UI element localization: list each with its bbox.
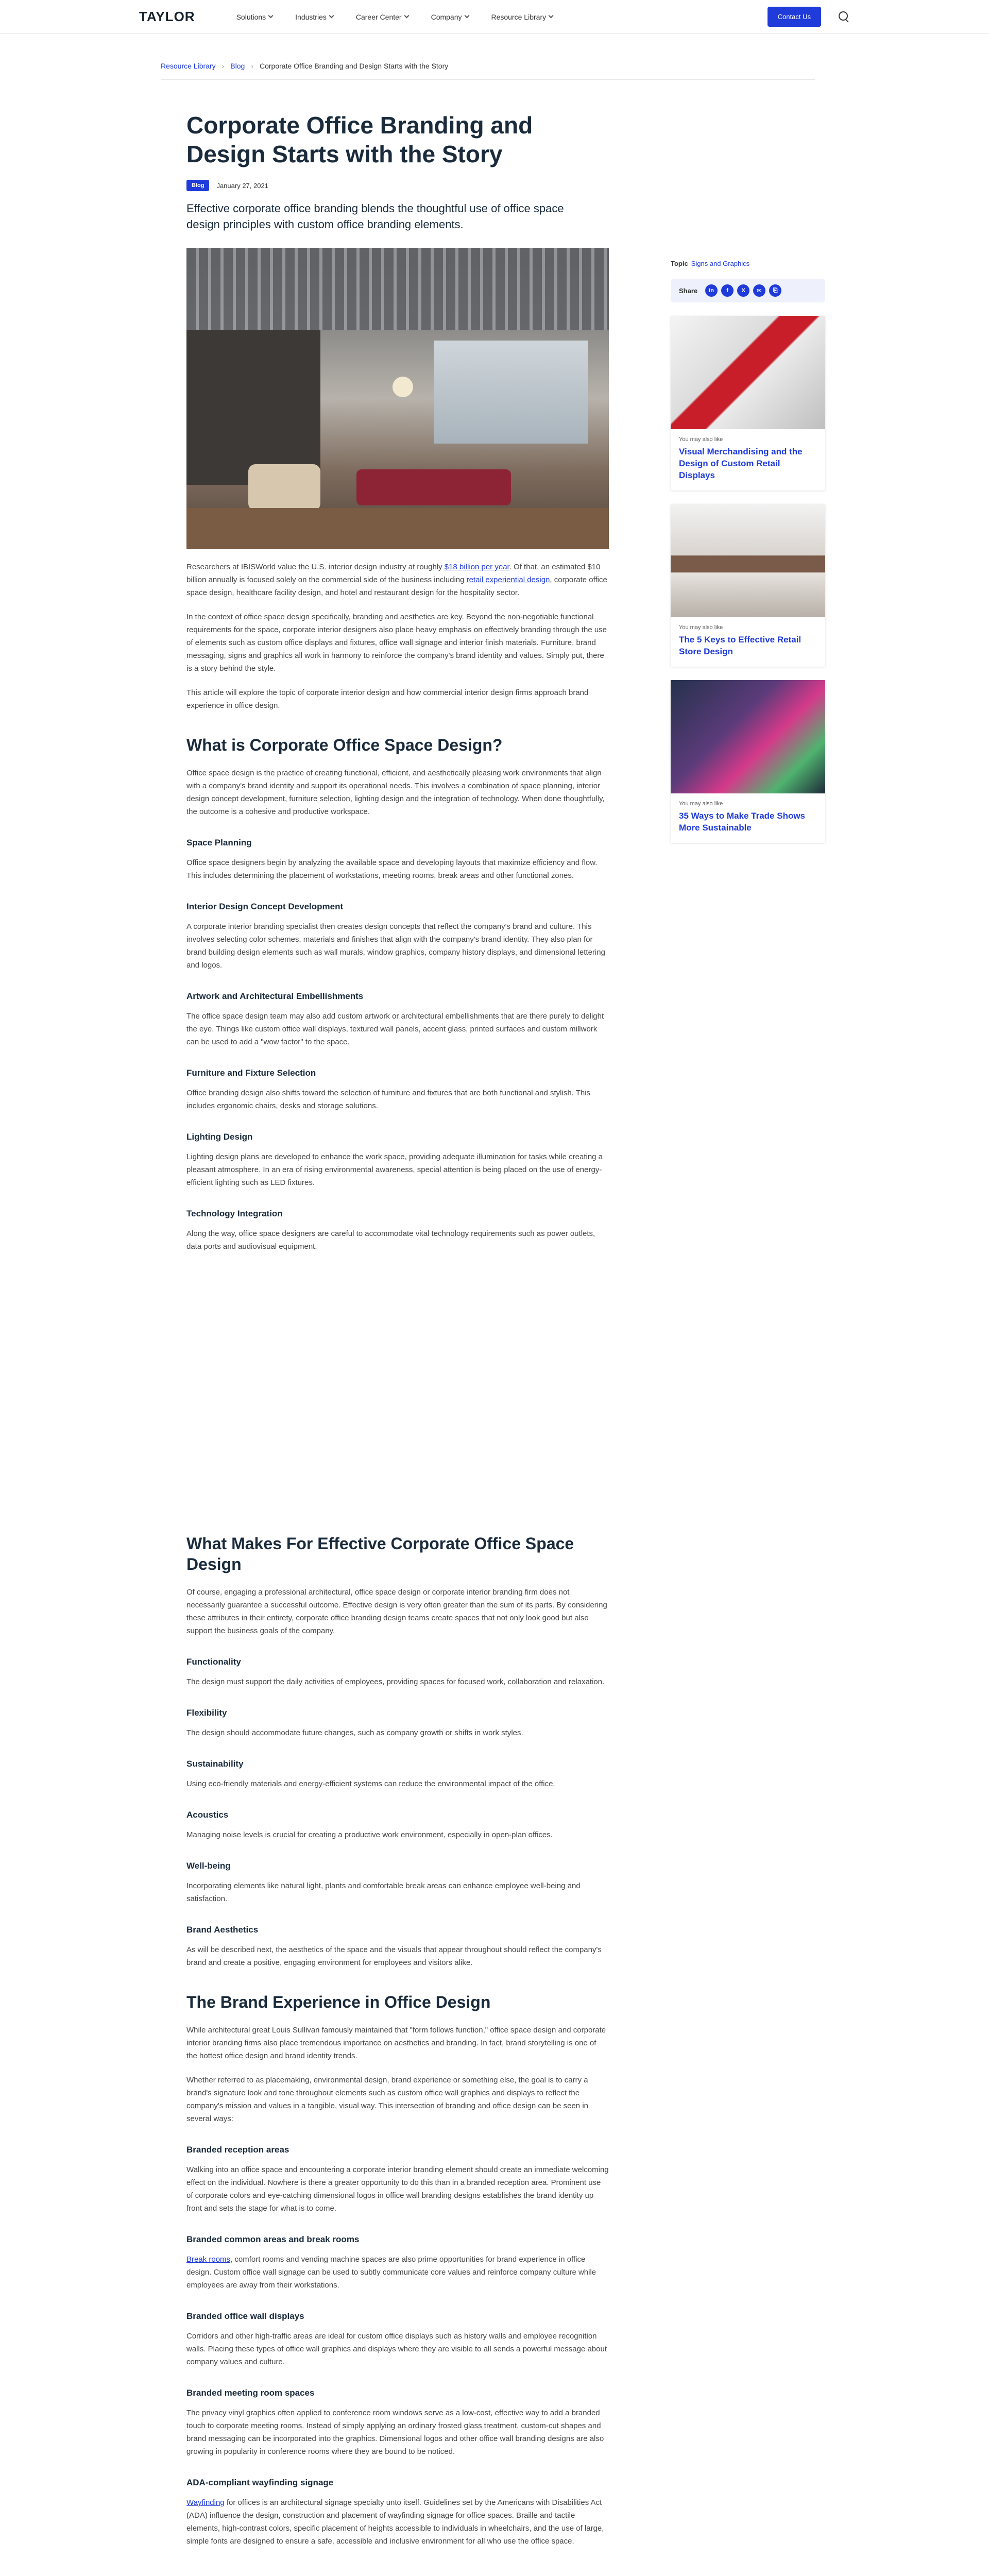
heading-brand-experience: The Brand Experience in Office Design [186, 1993, 491, 2011]
intro-paragraph-3: This article will explore the topic of corporate interior design and how commercial interior design firms approach brand experience in office design. [186, 688, 589, 710]
topic-label: Topic [671, 260, 688, 267]
article-lead: Effective corporate office branding blends the thoughtful use of office space design principles with custom office branding elements. [186, 202, 564, 231]
card-title[interactable]: Visual Merchandising and the Design of Custom Retail Displays [679, 447, 803, 480]
nav-label: Solutions [236, 12, 266, 21]
share-label: Share [679, 286, 698, 295]
copy-link-icon[interactable]: ⎘ [769, 284, 781, 297]
space-planning-text: Office space designers begin by analyzing the available space and developing layouts that maximize efficiency and flow. This includes determining the placement of workstations, meeting rooms, break areas and other functional zones. [186, 858, 598, 880]
heading-lighting: Lighting Design [186, 1132, 253, 1142]
heading-sustainability: Sustainability [186, 1759, 244, 1769]
chevron-down-icon [268, 13, 274, 19]
effective-paragraph: Of course, engaging a professional architectural, office space design or corporate interior branding firm does not necessarily guarantee a successful outcome. Effective design is very often greater than the sum of its parts. By considering these attributes in their entirety, corporate office branding design teams create spaces that not only look good but also support the business goals of the company. [186, 1588, 607, 1635]
heading-common-areas: Branded common areas and break rooms [186, 2234, 360, 2244]
sidebar-card-visual-merchandising[interactable] [671, 316, 825, 490]
concept-development-text: A corporate interior branding specialist then creates design concepts that reflect the company's brand and culture. This involves selecting color schemes, materials and finishes that align with the company's brand identity. They also plan for brand building design elements such as wall murals, window graphics, company history displays, and dimensional lettering and logos. [186, 922, 605, 970]
sidebar-card-trade-shows[interactable] [671, 680, 825, 843]
heading-wayfinding: ADA-compliant wayfinding signage [186, 2478, 334, 2487]
meeting-rooms-text: The privacy vinyl graphics often applied to conference room windows serve as a low-cost, effective way to add a branded touch to corporate meeting rooms. Instead of simply applying an ordinary frosted glass treatment, custom-cut shapes and brand messaging can be incorporated into the graphics. Dimensional logos and other office wall branding designs are also growing in popularity in conference rooms where they are bound to be noticed. [186, 2409, 604, 2456]
hero-floor [186, 508, 609, 549]
breadcrumb-separator: › [221, 62, 225, 70]
heading-reception-areas: Branded reception areas [186, 2145, 289, 2155]
hero-sofa [356, 469, 511, 505]
heading-acoustics: Acoustics [186, 1810, 229, 1820]
heading-what-is: What is Corporate Office Space Design? [186, 736, 503, 754]
site-header [0, 0, 989, 34]
nav-label: Company [431, 12, 462, 21]
embedded-content-space-2 [186, 2548, 609, 2576]
taylor-logo[interactable] [139, 9, 195, 25]
nav-label: Industries [295, 12, 327, 21]
article-date: January 27, 2021 [216, 181, 268, 190]
card-title[interactable]: 35 Ways to Make Trade Shows More Sustainable [679, 811, 806, 833]
linkedin-icon[interactable]: in [705, 284, 718, 297]
card-title[interactable]: The 5 Keys to Effective Retail Store Design [679, 635, 802, 656]
page-title: Corporate Office Branding and Design Starts with the Story [186, 112, 533, 167]
wayfinding-text [186, 2496, 609, 2548]
brand-paragraph-2: Whether referred to as placemaking, environmental design, brand experience or something else, the goal is to carry a brand's signature look and tone throughout elements such as custom office wall graphics and displays to reflect the company's mission and values in a tangible, visual way. This intersection of branding and office design can be seen in several ways: [186, 2076, 588, 2123]
card-image [671, 504, 825, 617]
chevron-down-icon [549, 13, 554, 19]
text: , corporate office space design, healthcare facility design, and hotel and restaurant design for the hospitality sector. [186, 575, 607, 597]
card-caption [671, 429, 825, 490]
artwork-text: The office space design team may also add custom artwork or architectural embellishments that are there purely to delight the eye. Things like custom office wall displays, textured wall panels, accent glass, printed surfaces and custom millwork can be used to add a "wow factor" to the space. [186, 1012, 604, 1046]
wall-displays-text: Corridors and other high-traffic areas are ideal for custom office displays such as history walls and employee recognition walls. Placing these types of office wall graphics and displays where they are visible to all sends a powerful message about company values and culture. [186, 2332, 607, 2366]
heading-technology: Technology Integration [186, 1209, 283, 1218]
heading-meeting-rooms: Branded meeting room spaces [186, 2388, 315, 2398]
chevron-down-icon [329, 13, 334, 19]
email-icon[interactable]: ✉ [753, 284, 765, 297]
hero-lamp [393, 377, 413, 397]
nav-resource-library[interactable] [491, 13, 553, 21]
breadcrumb-current: Corporate Office Branding and Design Starts with the Story [259, 62, 449, 70]
breadcrumb [161, 62, 815, 80]
text: for offices is an architectural signage specialty unto itself. Guidelines set by the Americans with Disabilities Act (ADA) influence the design, construction and placement of wayfinding signage for office spaces. Braille and tactile elements, high-contrast colors, specific placement of heights accessible to individuals in wheelchairs, and the use of large, simple fonts are designed to ensure a safe, accessible and inclusive environment for all who use the office space. [186, 2498, 604, 2546]
sustainability-text: Using eco-friendly materials and energy-efficient systems can reduce the environmental impact of the office. [186, 1780, 555, 1788]
retail-experiential-design-link[interactable]: retail experiential design [466, 575, 550, 584]
technology-text: Along the way, office space designers are careful to accommodate vital technology requirements such as power outlets, data ports and audiovisual equipment. [186, 1229, 595, 1251]
hero-window [434, 341, 588, 444]
heading-furniture: Furniture and Fixture Selection [186, 1068, 316, 1078]
card-caption [671, 793, 825, 843]
chevron-down-icon [464, 13, 469, 19]
chevron-down-icon [404, 13, 409, 19]
well-being-text: Incorporating elements like natural light, plants and comfortable break areas can enhance employee well-being and satisfaction. [186, 1882, 581, 1903]
nav-label: Career Center [355, 12, 402, 21]
nav-career-center[interactable] [356, 13, 408, 21]
text: Researchers at IBISWorld value the U.S. interior design industry at roughly [186, 563, 445, 571]
hero-ceiling [186, 248, 609, 330]
topic-link[interactable]: Signs and Graphics [691, 260, 750, 267]
breadcrumb-blog[interactable]: Blog [230, 62, 245, 70]
hero-wall [186, 330, 320, 485]
text: . Of that, an estimated $10 billion annually is focused solely on the commercial side of the business including [186, 563, 601, 584]
flexibility-text: The design should accommodate future changes, such as company growth or shifts in work styles. [186, 1728, 523, 1737]
common-areas-text [186, 2253, 609, 2292]
sidebar-card-retail-store-design[interactable] [671, 504, 825, 667]
article [186, 111, 609, 2576]
card-image [671, 316, 825, 429]
acoustics-text: Managing noise levels is crucial for creating a productive work environment, especially in open-plan offices. [186, 1831, 553, 1839]
x-icon[interactable]: X [737, 284, 749, 297]
article-meta [186, 180, 609, 191]
intro-paragraph-1 [186, 561, 609, 599]
breadcrumb-resource-library[interactable]: Resource Library [161, 62, 216, 70]
heading-space-planning: Space Planning [186, 838, 252, 848]
reception-areas-text: Walking into an office space and encountering a corporate interior branding element should create an immediate welcoming effect on the individual. Nowhere is there a greater opportunity to do this than in a branded reception area. Prominent use of corporate colors and eye-catching dimensional logos in office wall branding designs establishes the brand identity up front and sets the stage for what is to come. [186, 2165, 609, 2213]
heading-functionality: Functionality [186, 1657, 241, 1667]
functionality-text: The design must support the daily activities of employees, providing spaces for focused work, collaboration and relaxation. [186, 1677, 605, 1686]
lighting-text: Lighting design plans are developed to enhance the work space, providing adequate illumination for tasks while creating a pleasant atmosphere. In an era of rising environmental awareness, special attention is being placed on the use of energy-efficient lighting such as LED fixtures. [186, 1153, 603, 1187]
blog-tag[interactable]: Blog [186, 180, 209, 191]
heading-well-being: Well-being [186, 1861, 231, 1871]
intro-paragraph-2: In the context of office space design specifically, branding and aesthetics are key. Beyond the non-negotiable functional requirements for the space, corporate interior designers also place heavy emphasis on effectively branding through the use of elements such as custom office displays and fixtures, office wall signage and interior finish materials. Furniture, brand messaging, signs and graphics all work in harmony to reinforce the company's brand identity and values. Simply put, there is a story behind the style. [186, 613, 607, 673]
brand-paragraph-1: While architectural great Louis Sullivan famously maintained that "form follows function," office space design and corporate interior branding firms also place tremendous importance on aesthetics and branding. In fact, brand storytelling is one of the hottest office design and brand identity trends. [186, 2026, 606, 2060]
nav-company[interactable] [431, 13, 469, 21]
heading-effective-design: What Makes For Effective Corporate Office Space Design [186, 1534, 574, 1573]
nav-industries[interactable] [295, 13, 333, 21]
main-nav [236, 13, 553, 21]
contact-us-button[interactable]: Contact Us [768, 7, 821, 27]
brand-aesthetics-text: As will be described next, the aesthetics of the space and the visuals that appear throughout should reflect the company's brand and create a positive, engaging environment for employees and visitors alike. [186, 1945, 602, 1967]
sidebar [671, 260, 825, 843]
text: , comfort rooms and vending machine spaces are also prime opportunities for brand experience in office design. Custom office wall signage can be used to subtly communicate core values and reinforce company culture while employees are away from their workstations. [186, 2255, 596, 2290]
topic-row [671, 260, 825, 267]
hero-image-office-lobby [186, 248, 609, 549]
heading-wall-displays: Branded office wall displays [186, 2311, 304, 2321]
what-paragraph: Office space design is the practice of creating functional, efficient, and aesthetically pleasing work environments that align with a company's brand identity and support its operational needs. This involves a combination of space planning, interior design concept development, furniture selection, lighting design and the integration of technology. When done thoughtfully, the outcome is a cohesive and productive workspace. [186, 769, 605, 816]
card-kicker: You may also like [679, 436, 723, 443]
embedded-content-space [186, 1253, 609, 1511]
hero-chair [248, 464, 320, 511]
page-wrap [156, 34, 833, 2576]
nav-label: Resource Library [491, 12, 547, 21]
card-caption [671, 617, 825, 667]
break-rooms-link[interactable]: Break rooms [186, 2255, 231, 2264]
facebook-icon[interactable]: f [721, 284, 734, 297]
heading-artwork: Artwork and Architectural Embellishments [186, 991, 364, 1001]
search-icon[interactable] [839, 11, 850, 23]
heading-brand-aesthetics: Brand Aesthetics [186, 1925, 259, 1935]
ibisworld-link[interactable]: $18 billion per year [444, 563, 509, 571]
nav-solutions[interactable] [236, 13, 273, 21]
heading-concept-development: Interior Design Concept Development [186, 902, 344, 911]
share-box [671, 279, 825, 302]
card-kicker: You may also like [679, 801, 723, 807]
logo-text: TAYLOR [139, 9, 195, 24]
furniture-text: Office branding design also shifts toward the selection of furniture and fixtures that are both functional and stylish. This includes ergonomic chairs, desks and storage solutions. [186, 1089, 591, 1110]
breadcrumb-separator: › [251, 62, 253, 70]
card-kicker: You may also like [679, 624, 723, 631]
wayfinding-link[interactable]: Wayfinding [186, 2498, 225, 2507]
heading-flexibility: Flexibility [186, 1708, 227, 1718]
card-image [671, 680, 825, 793]
